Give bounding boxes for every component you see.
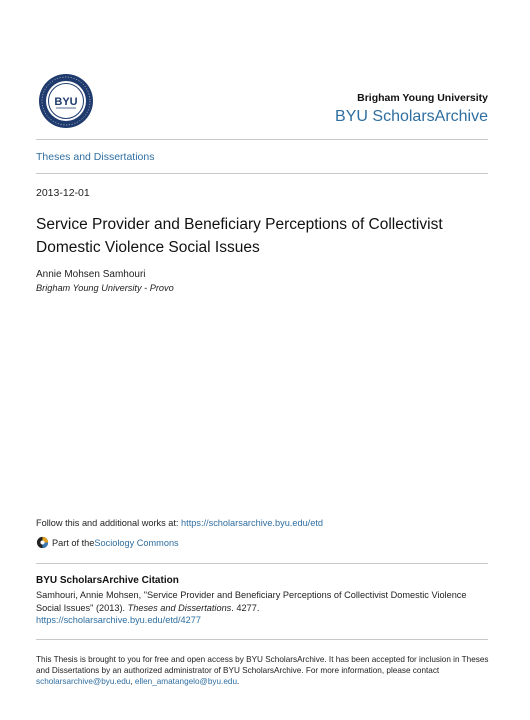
author-name: Annie Mohsen Samhouri: [36, 269, 146, 280]
email-link-ellen[interactable]: ellen_amatangelo@byu.edu: [134, 677, 237, 686]
access-notice: [36, 654, 491, 687]
citation-heading: BYU ScholarsArchive Citation: [36, 575, 179, 586]
citation-number: . 4277.: [231, 602, 260, 613]
header-divider: [36, 139, 488, 140]
notice-separator: ,: [130, 677, 135, 686]
publication-date: 2013-12-01: [36, 187, 90, 199]
institution-name: Brigham Young University: [357, 92, 488, 104]
archive-name-link[interactable]: BYU ScholarsArchive: [335, 108, 488, 125]
part-of-line: [36, 536, 179, 549]
logo-text: BYU: [54, 96, 78, 108]
email-link-scholarsarchive[interactable]: scholarsarchive@byu.edu: [36, 677, 131, 686]
collection-link[interactable]: https://scholarsarchive.byu.edu/etd: [181, 518, 324, 528]
network-commons-icon: [36, 536, 49, 549]
citation-text: Samhouri, Annie Mohsen, "Service Provider and Beneficiary Perceptions of Collectivist Domestic Violence Social Issues" (2013).: [36, 590, 467, 613]
follow-text: Follow this and additional works at:: [36, 518, 182, 528]
author-affiliation: Brigham Young University - Provo: [36, 283, 174, 293]
part-of-text: Part of the: [52, 537, 95, 548]
citation-body: [36, 589, 491, 627]
sociology-commons-link[interactable]: Sociology Commons: [94, 537, 179, 548]
notice-text: This Thesis is brought to you for free and open access by BYU ScholarsArchive. It has been accepted for inclusion in Theses and Dissertations by an authorized administrator of BYU ScholarsArchive. For more information, please contact: [36, 655, 489, 675]
citation-series: Theses and Dissertations: [127, 602, 232, 613]
series-link[interactable]: Theses and Dissertations: [36, 151, 155, 163]
citation-divider: [36, 563, 488, 564]
follow-line: [36, 518, 323, 528]
byu-seal-logo: [38, 73, 94, 129]
notice-divider: [36, 639, 488, 640]
thesis-title: Service Provider and Beneficiary Perceptions of Collectivist Domestic Violence Social Issues: [36, 216, 443, 256]
notice-end: .: [237, 677, 240, 686]
series-divider: [36, 173, 488, 174]
citation-url-link[interactable]: https://scholarsarchive.byu.edu/etd/4277: [36, 615, 201, 625]
